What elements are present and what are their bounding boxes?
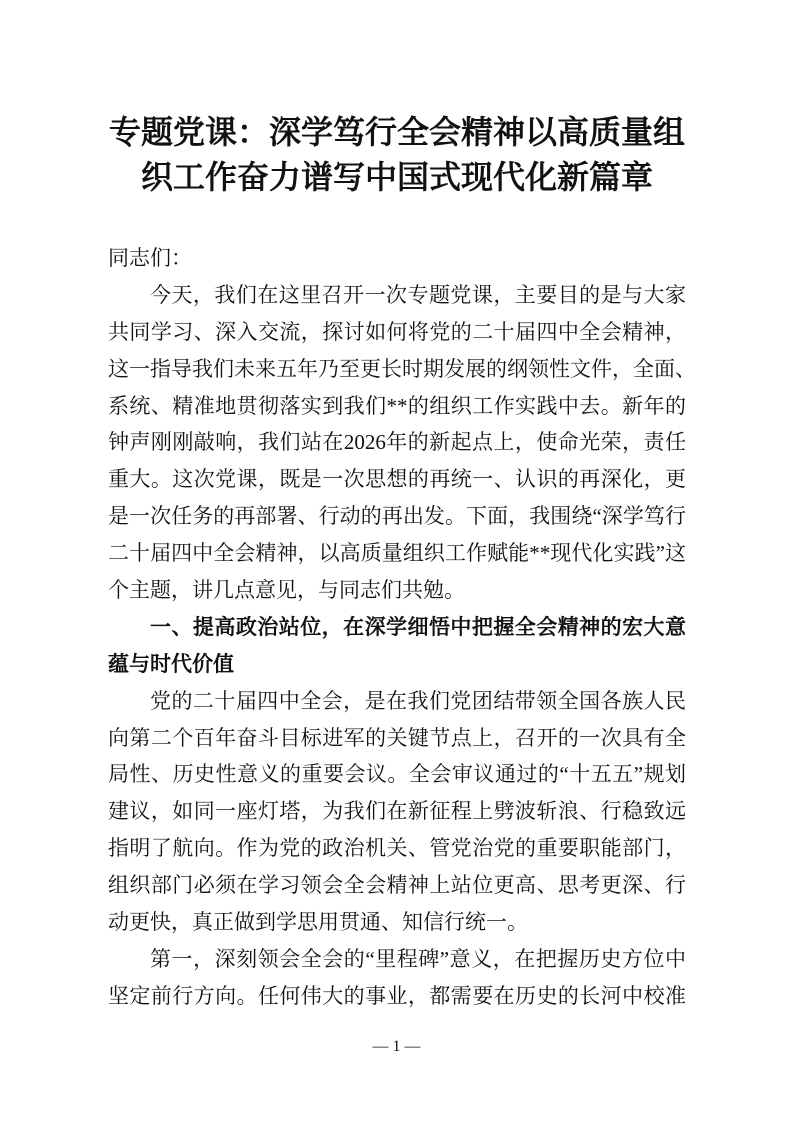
title-line: 织工作奋力谱写中国式现代化新篇章 [140,159,653,195]
paragraph [108,941,686,1015]
text-line: 向第二个百年奋斗目标进军的关键节点上，召开的一次具有全 [108,725,686,750]
text-line: 共同学习、深入交流，探讨如何将党的二十届四中全会精神， [108,319,686,344]
paragraph [108,277,696,609]
paragraph [108,683,686,941]
text-line: 局性、历史性意义的重要会议。全会审议通过的“十五五”规划 [108,762,686,787]
text-line: 第一，深刻领会全会的“里程碑”意义，在把握历史方位中 [150,946,686,971]
document-title [100,110,694,200]
text-line: 指明了航向。作为党的政治机关、管党治党的重要职能部门， [108,836,686,861]
document-body [108,240,696,1015]
text-line: 同志们： [108,246,192,270]
text-line: 这一指导我们未来五年乃至更长时期发展的纲领性文件，全面、 [108,356,696,381]
text-line: 今天，我们在这里召开一次专题党课，主要目的是与大家 [150,282,686,307]
text-line: 党的二十届四中全会，是在我们党团结带领全国各族人民 [150,688,686,713]
text-line: 蕴与时代价值 [108,651,234,676]
text-line: 坚定前行方向。任何伟大的事业，都需要在历史的长河中校准 [108,983,686,1008]
text-line: 二十届四中全会精神，以高质量组织工作赋能**现代化实践”这 [108,541,686,566]
text-line: 组织部门必须在学习领会全会精神上站位更高、思考更深、行 [108,873,686,898]
text-line: 钟声刚刚敲响，我们站在2026年的新起点上，使命光荣，责任 [108,430,686,455]
title-line: 专题党课：深学笃行全会精神以高质量组 [108,114,685,150]
text-line: 个主题，讲几点意见，与同志们共勉。 [108,578,465,603]
text-line: 动更快，真正做到学思用贯通、知信行统一。 [108,910,528,935]
text-line: 重大。这次党课，既是一次思想的再统一、认识的再深化，更 [108,467,686,492]
salutation [108,240,686,277]
section-heading [108,609,686,683]
page-number: — 1 — [372,1038,421,1055]
text-line: 建议，如同一座灯塔，为我们在新征程上劈波斩浪、行稳致远 [108,799,686,824]
text-line: 一、提高政治站位，在深学细悟中把握全会精神的宏大意 [150,614,686,639]
text-line: 系统、精准地贯彻落实到我们**的组织工作实践中去。新年的 [108,393,686,418]
text-line: 是一次任务的再部署、行动的再出发。下面，我围绕“深学笃行 [108,504,686,529]
